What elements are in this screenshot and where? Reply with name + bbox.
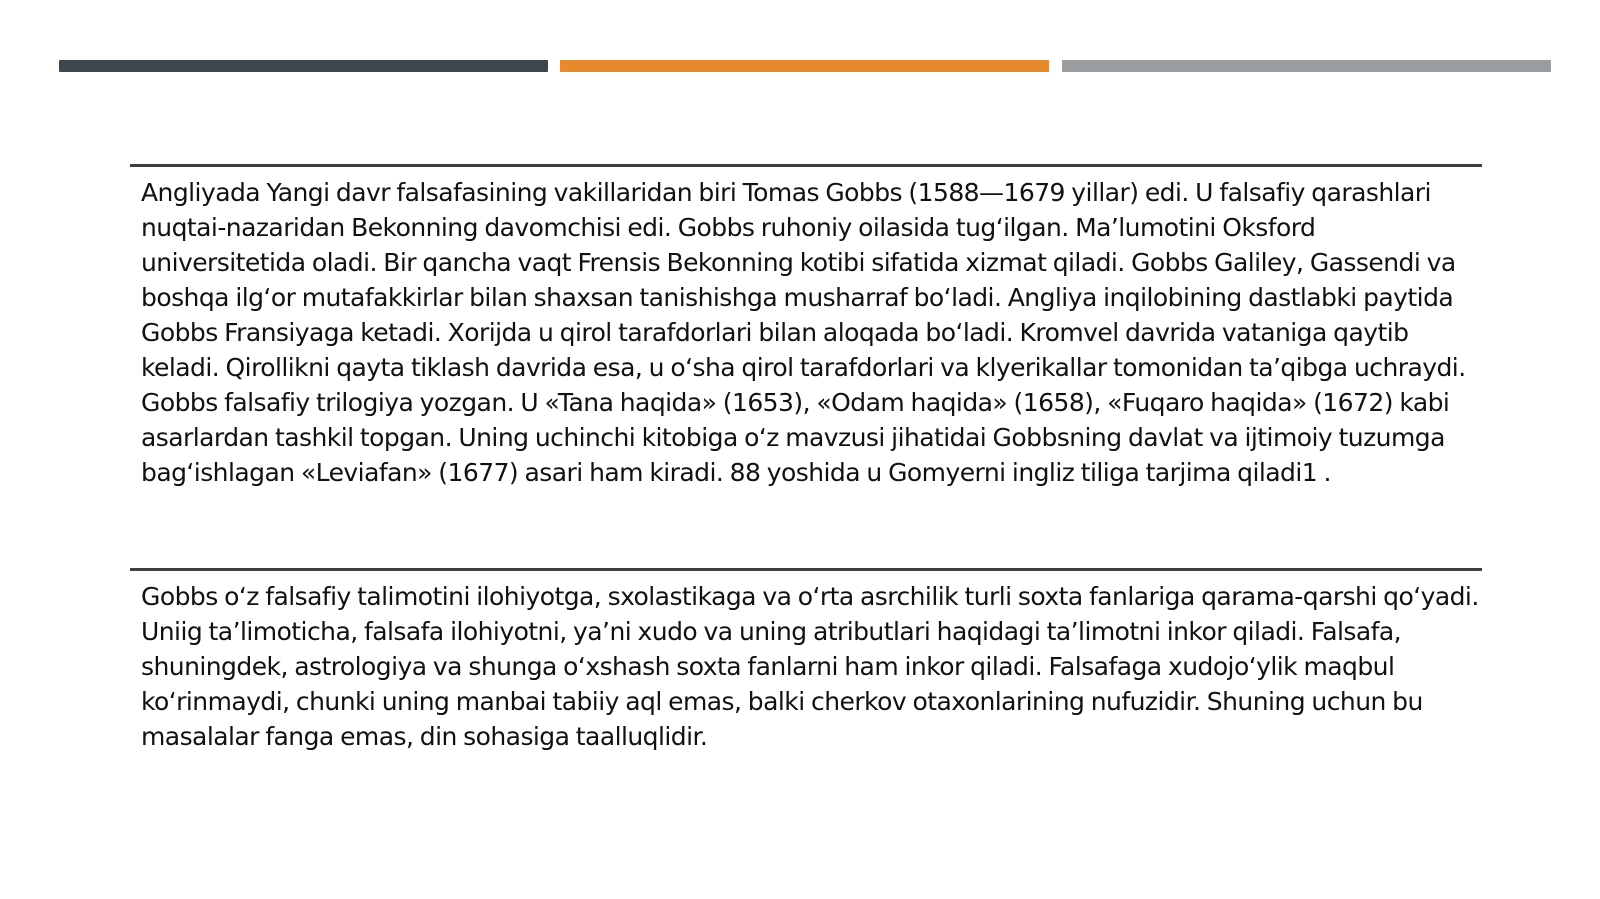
- accent-bar-dark: [59, 60, 548, 72]
- paragraph-gobbs-philosophy: Gobbs o‘z falsafiy talimotini ilohiyotga, sxolastikaga va o‘rta asrchilik turli soxta fanlariga qarama-qarshi qo‘yadi. Uniig ta’limoticha, falsafa ilohiyotni, ya’ni xudo va uning atributlari haqidagi ta’limotni inkor qiladi. Falsafa, shuningdek, astrologiya va shunga o‘xshash soxta fanlarni ham inkor qiladi. Falsafaga xudojo‘ylik maqbul ko‘rinmaydi, chunki uning manbai tabiiy aql emas, balki cherkov otaxonlarining nufuzidir. Shuning uchun bu masalalar fanga emas, din sohasiga taalluqlidir.: [141, 582, 1479, 751]
- section-divider-middle: [130, 568, 1482, 571]
- paragraph-gobbs-biography: Angliyada Yangi davr falsafasining vakillaridan biri Tomas Gobbs (1588—1679 yillar) edi. U falsafiy qarashlari nuqtai-nazaridan Bekonning davomchisi edi. Gobbs ruhoniy oilasida tug‘ilgan. Ma’lumotini Oksford universitetida oladi. Bir qancha vaqt Frensis Bekonning kotibi sifatida xizmat qiladi. Gobbs Galiley, Gassendi va boshqa ilg‘or mutafakkirlar bilan shaxsan tanishishga musharraf bo‘ladi. Angliya inqilobining dastlabki paytida Gobbs Fransiyaga ketadi. Xorijda u qirol tarafdorlari bilan aloqada bo‘ladi. Kromvel davrida vataniga qaytib keladi. Qirollikni qayta tiklash davrida esa, u o‘sha qirol tarafdorlari va klyerikallar tomonidan ta’qibga uchraydi. Gobbs falsafiy trilogiya yozgan. U «Tana haqida» (1653), «Odam haqida» (1658), «Fuqaro haqida» (1672) kabi asarlardan tashkil topgan. Uning uchinchi kitobiga o‘z mavzusi jihatidai Gobbsning davlat va ijtimoiy tuzumga bag‘ishlagan «Leviafan» (1677) asari ham kiradi. 88 yoshida u Gomyerni ingliz tiliga tarjima qiladi1 .: [141, 178, 1466, 487]
- section-divider-top: [130, 164, 1482, 167]
- accent-bar-orange: [560, 60, 1049, 72]
- accent-bar-gray: [1062, 60, 1551, 72]
